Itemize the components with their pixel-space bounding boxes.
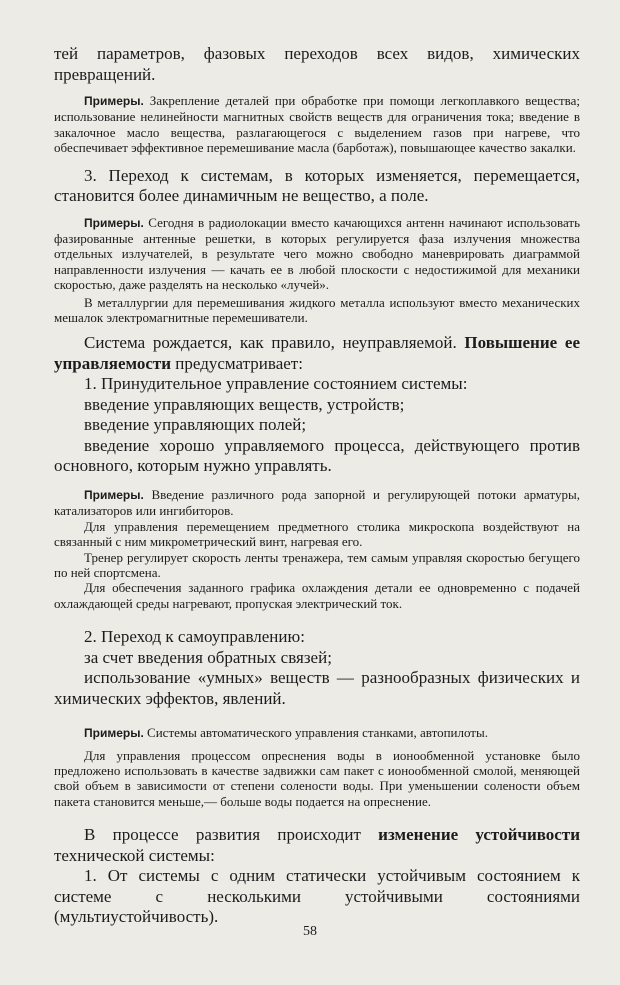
text-span: технической системы: — [54, 845, 215, 865]
bold-term: Повышение ее управляемости — [54, 333, 580, 373]
paragraph-multistability: 1. От системы с одним статически устойчивым состоянием к системе с несколькими устойчивыми состояниями (мультиустойчивость). — [54, 866, 580, 927]
text-span: предусматривает: — [171, 353, 303, 373]
list2-item-2: за счет введения обратных связей; — [84, 647, 332, 667]
paragraph-field-transition: 3. Переход к системам, в которых изменяется, перемещается, становится более динамичным не вещество, а поле. — [54, 165, 580, 206]
examples-block-4 — [54, 725, 580, 741]
list1-item-3: введение управляющих полей; — [84, 415, 307, 435]
paragraph-stability — [54, 825, 580, 866]
examples-text: Сегодня в радиолокации вместо качающихся антенн начинают использовать фазированные антенные решетки, в которых регулируется фаза излучения множества отдельных излучателей, в результате чего можно свободно маневрировать диаграммой направленности излучения — качать ее в любой плоскости с недостижимой для механики скоростью, даже разделять на несколько «лучей». — [54, 214, 580, 293]
list1-item-4: введение хорошо управляемого процесса, действующего против основного, которым нужно управлять. — [54, 435, 580, 476]
text-span: Система рождается, как правило, неуправляемой. — [84, 333, 465, 353]
examples-block-3-cooling: Для обеспечения заданного графика охлаждения детали ее одновременно с подачей охлаждающей среды нагревают, пропуская электрический ток. — [54, 580, 580, 611]
examples-block-1 — [54, 93, 580, 156]
examples-text: Закрепление деталей при обработке при помощи легкоплавкого вещества; использование нелинейности магнитных свойств веществ для ограничения тока; введение в закалочное масло вещества, разлагающегося с выделением газов при нагреве, что обеспечивает эффективное перемешивание масла (барботаж), повышающее качество закалки. — [54, 93, 580, 156]
bold-term: изменение устойчивости — [378, 825, 580, 845]
examples-block-3-trainer: Тренер регулирует скорость ленты тренажера, тем самым управляя скоростью бегущего по ней спортсмена. — [54, 549, 580, 580]
examples-text: Введение различного рода запорной и регулирующей потоки арматуры, катализаторов или ингибиторов. — [54, 486, 580, 519]
paragraph-continuation: тей параметров, фазовых переходов всех видов, химических превращений. — [54, 44, 580, 84]
text-span: В процессе развития происходит — [84, 825, 379, 845]
examples-block-3 — [54, 487, 580, 519]
paragraph-controllability — [54, 333, 580, 374]
examples-block-4-desalination: Для управления процессом опреснения воды в ионообменной установке было предложено использовать в качестве задвижки сам пакет с ионообменной смолой, меняющей свой объем в зависимости от степени солености воды. При уменьшении солености объем пакета становится меньше,— больше воды подается на опреснение. — [54, 747, 580, 809]
examples-label: Примеры. — [84, 94, 144, 108]
list1-item-2: введение управляющих веществ, устройств; — [84, 394, 405, 414]
examples-label: Примеры. — [84, 726, 144, 741]
examples-block-2-metallurgy: В металлургии для перемешивания жидкого металла используют вместо механических мешалок электромагнитные перемешиватели. — [54, 294, 580, 326]
examples-label: Примеры. — [84, 487, 144, 502]
page-number: 58 — [303, 924, 317, 939]
list1-item-1: 1. Принудительное управление состоянием системы: — [84, 374, 468, 394]
examples-text: Системы автоматического управления станками, автопилоты. — [143, 725, 488, 741]
examples-block-3-microscope: Для управления перемещением предметного столика микроскопа воздействуют на связанный с ним микрометрический винт, нагревая его. — [54, 518, 580, 550]
examples-label: Примеры. — [84, 215, 144, 230]
list2-item-1: 2. Переход к самоуправлению: — [84, 627, 305, 647]
examples-block-2 — [54, 215, 580, 293]
list2-item-3: использование «умных» веществ — разнообразных физических и химических эффектов, явлений. — [54, 668, 580, 708]
